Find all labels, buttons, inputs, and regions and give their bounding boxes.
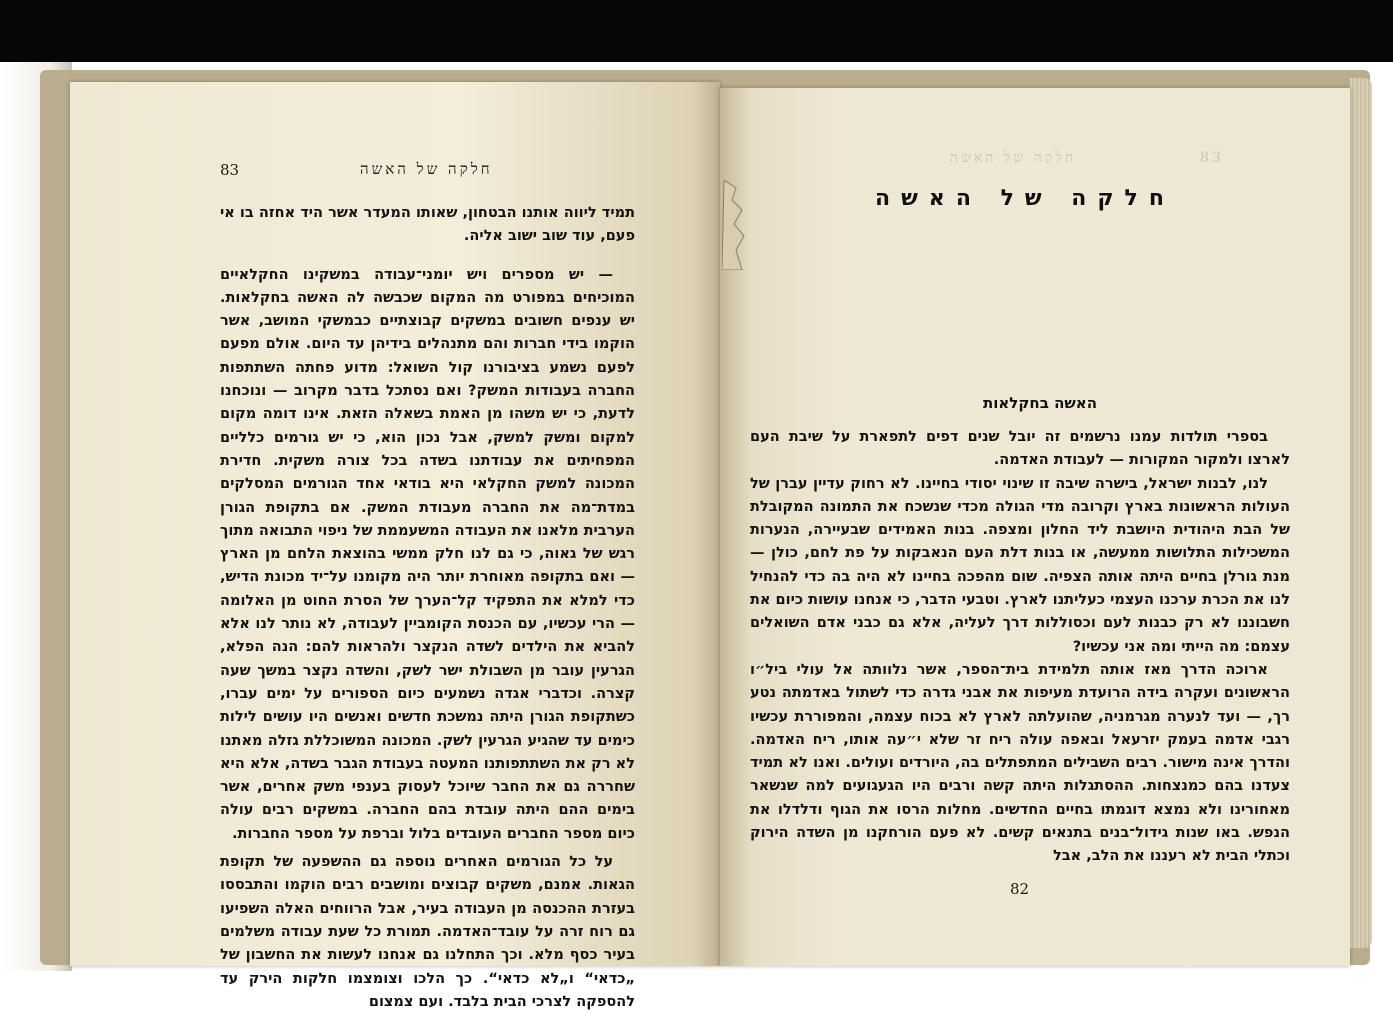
right-page-body [750, 426, 1290, 869]
right-page-number: 82 [1010, 880, 1030, 898]
left-paragraph: על כל הגורמים האחרים נוספה גם ההשפעה של תקופת הגאות. אמנם, משקים קבוצים ומושבים רבים הוקמו והתבססו בעזרת ההכנסה מן העבודה בעיר, אבל הרווחים האלה השפיעו גם רוח זרה על עובד־האדמה. תמורת כל שעת עבודה משלמים בעיר כסף מלא. וכך התחלנו גם אנחנו לעשות את החשבון של „כדאי“ ו„לא כדאי“. כך הלכו וצומצמו חלקות הירק עד להספקה לצרכי הבית בלבד. ועם צמצום [220, 854, 635, 1010]
section-title: האשה בחקלאות [982, 394, 1098, 412]
left-paragraph: תמיד ליווה אותנו הבטחון, שאותו המעדר אשר היד אחזה בו אי פעם, עוד שוב ישוב אליה. [220, 205, 635, 245]
left-paragraph: — יש מספרים ויש יומני־עבודה במשקינו החקלאיים המוכיחים במפורט מה המקום שכבשה לה האשה בחקלאות. יש ענפים חשובים במשקים קבוצתיים כבמשקי המושב, אשר הוקמו בידי חברות והם מתנהלים בידיהן עד היום. אולם מפעם לפעם נשמע בציבורנו קול השואל: מדוע פחתה השתתפות החברה בעבודות המשק? ואם נסתכל בדבר מקרוב — ונוכחנו לדעת, כי יש משהו מן האמת בשאלה הזאת. אינו דומה מקום למקום ומשק למשק, אבל נכון הוא, כי יש גורמים כלליים המפחיתים את עבודתנו בשדה בכל צורה משקית. חדירת המכונה למשק החקלאי היא בודאי אחד הגורמים המסלקים במדת־מה את החברה מעבודת המשק. אם בתקופת הגורן הערבית מלאנו את העבודה המשעממת של ניפוי התבואה מתוך רגש של גאוה, כי גם לנו חלק ממשי בהוצאת הלחם מן הארץ — ואם בתקופה מאוחרת יותר היה מקומנו על־יד מכונת הדיש, כדי למלא את התפקיד קל־הערך של הסרת החוט מן האלומה — הרי עכשיו, עם הכנסת הקומביין לעבודה, לא נותר לנו אלא להביא את הילדים לשדה הנקצר ולהראות להם: הנה הפלא, הגרעין עובר מן השבולת ישר לשק, והשדה נקצר במשך שעה קצרה. וכדברי אגדה נשמעים כיום הספורים על ימים עברו, כשתקופת הגורן היתה נמשכת חדשים ואנשים היו עושים לילות כימים עד שהגיע הגרעין לשק. המכונה המשוכללת גזלה מאתנו לא רק את השתתפותנו המעטה בעבודת הגבר בשדה, אלא היא שחררה גם את החבר שיוכל לעסוק בענפי משק אחרים, אשר בימים ההם היתה עובדת בהם החברה. במשקים רבים עולה כיום מספר החברים העובדים בלול וברפת על מספר החברות. [220, 266, 635, 842]
left-running-title: חלקה של האשה [360, 160, 493, 178]
scanner-top-border [0, 0, 1393, 62]
right-paragraph: לנו, לבנות ישראל, בישרה שיבה זו שינוי יסודי בחיינו. לא רחוק עדיין עברן של העולות הראשונות בארץ וקרובה מדי הגולה מכדי שנשכח את התמונה המקובלת של הבת היהודית היושבת ליד החלון ומצפה. בנות האמידים שבעיירה, הנערות המשכילות התלושות ממעשה, או בנות דלת העם הנאבקות על פת לחם, כולן — מנת גורלן בחיים היתה אותה הצפיה. שום מהפכה בחיינו לא היה בה כדי להנחיל לנו את הכרת ערכנו העצמי כעליתנו לארץ. וטבעי הדבר, כי אנחנו עושות כיום את חשבוננו לא רק כבנות לעם וכסוללות דרך לעליה, אלא גם כבני אדם השואלים עצמם: מה הייתי ומה אני עכשיו? [750, 475, 1290, 655]
bleed-through-title: חלקה של האשה [950, 150, 1077, 166]
page-edges [1350, 78, 1372, 948]
bleed-through-number: 83 [1200, 150, 1224, 166]
left-page [70, 82, 720, 1010]
left-page-number: 83 [220, 161, 240, 179]
right-page [720, 88, 1350, 966]
left-page-body [220, 202, 635, 1014]
chapter-title: חלקה של האשה [875, 186, 1175, 211]
right-paragraph: בספרי תולדות עמנו נרשמים זה יובל שנים דפים לתפארת על שיבת העם לארצו ולמקור המקורות — לעבודת האדמה. [750, 429, 1290, 469]
right-paragraph: ארוכה הדרך מאז אותה תלמידת בית־הספר, אשר נלוותה אל עולי ביל״ו הראשונים ועקרה בידה הרועדת מעיפות את אבני גדרה כדי לשתול באדמתה נטע רך, — ועד לנערה מגרמניה, שהועלתה לארץ לא בכוח עצמה, והמפוררת עכשיו רגבי אדמה בעמק יזרעאל ובאפה עולה ריח זר שלא י״עה אותו, ריח האדמה. והדרך אינה מישור. רבים השבילים המתפתלים בה, היורדים ועולים. ואנו לא תמיד צעדנו בהם כמנצחות. ההסתגלות היתה קשה ורבים היו הגעגועים למה שנשאר מאחורינו ולא נמצא דוגמתו בחיים החדשים. מחלות הרסו את הגוף ודלדלו את הנפש. באו שנות גידול־בנים בתנאים קשים. לא פעם הורחקנו מן השדה הירוק וכתלי הבית לא רעננו את הלב, אבל [750, 661, 1290, 865]
torn-page-edge [722, 180, 752, 270]
